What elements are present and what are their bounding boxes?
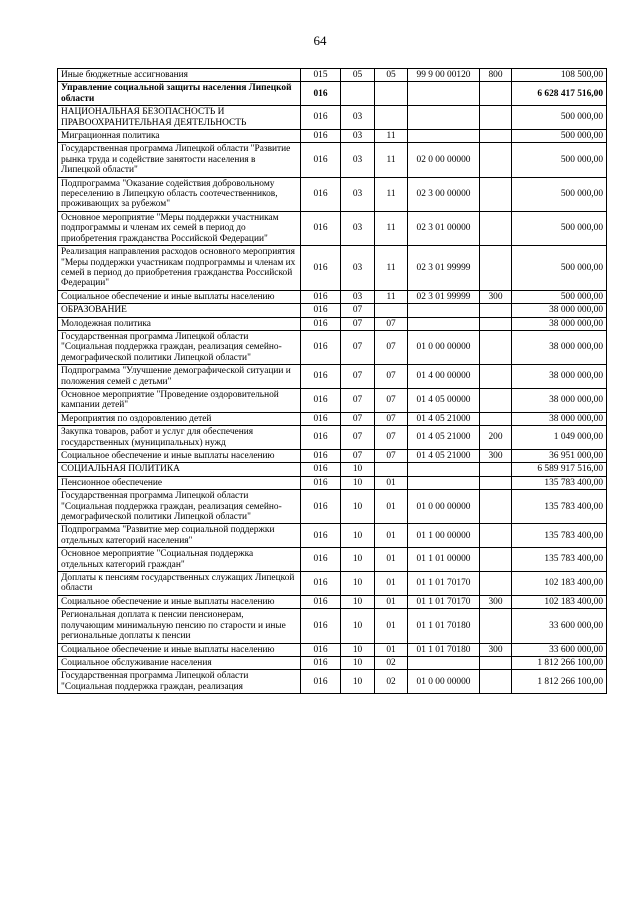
row-expense-type — [480, 463, 512, 476]
row-amount: 500 000,00 — [512, 290, 607, 303]
row-name: Молодежная политика — [58, 317, 301, 330]
row-subsection-code: 07 — [375, 412, 408, 425]
table-row — [58, 365, 607, 389]
table-row — [58, 304, 607, 317]
row-target-article: 01 4 05 21000 — [408, 426, 480, 450]
row-section-code: 07 — [341, 412, 375, 425]
row-subsection-code: 01 — [375, 609, 408, 643]
row-name: Государственная программа Липецкой области "Социальная поддержка граждан, реализация — [58, 670, 301, 694]
row-subsection-code: 07 — [375, 426, 408, 450]
row-ved-code: 016 — [301, 572, 341, 596]
table-row — [58, 82, 607, 106]
row-name: Государственная программа Липецкой области "Социальная поддержка граждан, реализация семейно-демографической политики Липецкой области" — [58, 330, 301, 364]
row-amount: 500 000,00 — [512, 106, 607, 130]
row-section-code: 07 — [341, 330, 375, 364]
row-expense-type: 300 — [480, 595, 512, 608]
row-ved-code: 016 — [301, 670, 341, 694]
row-subsection-code: 11 — [375, 246, 408, 291]
table-row — [58, 595, 607, 608]
row-name: Реализация направления расходов основного мероприятия "Меры поддержки участникам подпрограммы и членам их семей в период до приобретения гражданства Российской Федерации" — [58, 246, 301, 291]
row-subsection-code: 01 — [375, 476, 408, 489]
row-subsection-code: 02 — [375, 656, 408, 669]
table-row — [58, 211, 607, 245]
table-row — [58, 670, 607, 694]
row-subsection-code: 02 — [375, 670, 408, 694]
row-expense-type — [480, 304, 512, 317]
row-expense-type — [480, 388, 512, 412]
row-amount: 108 500,00 — [512, 69, 607, 82]
row-ved-code: 016 — [301, 656, 341, 669]
row-subsection-code: 11 — [375, 143, 408, 177]
row-section-code: 03 — [341, 246, 375, 291]
row-expense-type: 300 — [480, 290, 512, 303]
row-amount: 33 600 000,00 — [512, 609, 607, 643]
row-amount: 1 812 266 100,00 — [512, 656, 607, 669]
row-section-code: 07 — [341, 317, 375, 330]
table-row — [58, 450, 607, 463]
row-section-code: 03 — [341, 130, 375, 143]
row-target-article: 01 0 00 00000 — [408, 490, 480, 524]
row-expense-type: 300 — [480, 450, 512, 463]
row-target-article — [408, 304, 480, 317]
row-amount: 135 783 400,00 — [512, 524, 607, 548]
row-section-code: 03 — [341, 290, 375, 303]
row-name: Социальное обеспечение и иные выплаты населению — [58, 595, 301, 608]
row-section-code: 10 — [341, 572, 375, 596]
row-subsection-code: 01 — [375, 524, 408, 548]
row-ved-code: 016 — [301, 143, 341, 177]
row-expense-type — [480, 106, 512, 130]
row-expense-type — [480, 656, 512, 669]
row-subsection-code: 01 — [375, 572, 408, 596]
row-ved-code: 016 — [301, 524, 341, 548]
row-subsection-code: 01 — [375, 490, 408, 524]
row-target-article — [408, 463, 480, 476]
row-name: Государственная программа Липецкой области "Развитие рынка труда и содействие занятости населения в Липецкой области" — [58, 143, 301, 177]
row-ved-code: 016 — [301, 290, 341, 303]
row-target-article: 02 3 00 00000 — [408, 177, 480, 211]
table-body — [58, 69, 607, 694]
row-amount: 38 000 000,00 — [512, 304, 607, 317]
table-row — [58, 317, 607, 330]
row-subsection-code: 01 — [375, 643, 408, 656]
row-ved-code: 016 — [301, 609, 341, 643]
table-row — [58, 290, 607, 303]
row-subsection-code: 11 — [375, 130, 408, 143]
row-section-code: 10 — [341, 548, 375, 572]
row-amount: 38 000 000,00 — [512, 388, 607, 412]
row-ved-code: 016 — [301, 476, 341, 489]
row-section-code: 07 — [341, 426, 375, 450]
row-target-article — [408, 656, 480, 669]
row-section-code: 10 — [341, 670, 375, 694]
row-ved-code: 016 — [301, 82, 341, 106]
row-section-code: 03 — [341, 177, 375, 211]
row-name: ОБРАЗОВАНИЕ — [58, 304, 301, 317]
row-amount: 38 000 000,00 — [512, 330, 607, 364]
row-expense-type — [480, 609, 512, 643]
row-ved-code: 016 — [301, 106, 341, 130]
row-amount: 36 951 000,00 — [512, 450, 607, 463]
row-target-article: 02 3 01 99999 — [408, 246, 480, 291]
row-amount: 6 589 917 516,00 — [512, 463, 607, 476]
row-expense-type — [480, 524, 512, 548]
row-section-code: 07 — [341, 365, 375, 389]
row-expense-type — [480, 365, 512, 389]
row-name: Основное мероприятие "Меры поддержки участникам подпрограммы и членам их семей в период до приобретения гражданства Российской Федерации" — [58, 211, 301, 245]
row-section-code: 10 — [341, 595, 375, 608]
row-section-code: 03 — [341, 211, 375, 245]
row-section-code: 10 — [341, 463, 375, 476]
row-ved-code: 016 — [301, 548, 341, 572]
row-name: Основное мероприятие "Проведение оздоровительной кампании детей" — [58, 388, 301, 412]
row-target-article: 01 4 05 00000 — [408, 388, 480, 412]
row-target-article: 01 1 01 70180 — [408, 643, 480, 656]
row-target-article — [408, 317, 480, 330]
row-name: Социальное обеспечение и иные выплаты населению — [58, 450, 301, 463]
row-name: Социальное обслуживание населения — [58, 656, 301, 669]
row-section-code: 10 — [341, 656, 375, 669]
row-amount: 500 000,00 — [512, 211, 607, 245]
row-ved-code: 016 — [301, 463, 341, 476]
row-name: Мероприятия по оздоровлению детей — [58, 412, 301, 425]
row-subsection-code: 11 — [375, 177, 408, 211]
row-ved-code: 016 — [301, 246, 341, 291]
row-expense-type — [480, 130, 512, 143]
row-amount: 38 000 000,00 — [512, 412, 607, 425]
row-amount: 1 049 000,00 — [512, 426, 607, 450]
row-expense-type — [480, 548, 512, 572]
table-row — [58, 330, 607, 364]
row-target-article: 01 0 00 00000 — [408, 670, 480, 694]
row-amount: 500 000,00 — [512, 246, 607, 291]
row-subsection-code: 05 — [375, 69, 408, 82]
row-name: Миграционная политика — [58, 130, 301, 143]
row-section-code: 05 — [341, 69, 375, 82]
row-section-code: 10 — [341, 643, 375, 656]
row-target-article: 01 1 01 70180 — [408, 609, 480, 643]
row-section-code: 07 — [341, 304, 375, 317]
row-section-code: 03 — [341, 106, 375, 130]
row-amount: 135 783 400,00 — [512, 490, 607, 524]
row-target-article: 02 3 01 00000 — [408, 211, 480, 245]
table-row — [58, 476, 607, 489]
row-expense-type — [480, 82, 512, 106]
row-target-article — [408, 106, 480, 130]
row-name: Доплаты к пенсиям государственных служащих Липецкой области — [58, 572, 301, 596]
row-amount: 38 000 000,00 — [512, 317, 607, 330]
row-amount: 500 000,00 — [512, 130, 607, 143]
table-row — [58, 490, 607, 524]
row-subsection-code — [375, 82, 408, 106]
row-ved-code: 016 — [301, 595, 341, 608]
row-name: Подпрограмма "Улучшение демографической ситуации и положения семей с детьми" — [58, 365, 301, 389]
row-name: Пенсионное обеспечение — [58, 476, 301, 489]
row-name: Социальное обеспечение и иные выплаты населению — [58, 643, 301, 656]
row-name: Государственная программа Липецкой области "Социальная поддержка граждан, реализация семейно-демографической политики Липецкой области" — [58, 490, 301, 524]
row-target-article: 01 4 05 21000 — [408, 450, 480, 463]
row-subsection-code: 07 — [375, 317, 408, 330]
row-name: Управление социальной защиты населения Липецкой области — [58, 82, 301, 106]
row-section-code: 10 — [341, 609, 375, 643]
row-ved-code: 016 — [301, 412, 341, 425]
row-section-code: 10 — [341, 524, 375, 548]
page-number: 64 — [313, 33, 327, 48]
row-ved-code: 016 — [301, 304, 341, 317]
table-row — [58, 246, 607, 291]
row-expense-type: 800 — [480, 69, 512, 82]
row-section-code — [341, 82, 375, 106]
row-name: Подпрограмма "Оказание содействия добровольному переселению в Липецкую область соотечественников, проживающих за рубежом" — [58, 177, 301, 211]
row-target-article — [408, 82, 480, 106]
row-subsection-code: 07 — [375, 450, 408, 463]
table-row — [58, 69, 607, 82]
row-target-article — [408, 130, 480, 143]
row-amount: 102 183 400,00 — [512, 595, 607, 608]
row-expense-type — [480, 670, 512, 694]
row-target-article: 01 0 00 00000 — [408, 330, 480, 364]
table-row — [58, 426, 607, 450]
row-expense-type — [480, 476, 512, 489]
row-name: Закупка товаров, работ и услуг для обеспечения государственных (муниципальных) нужд — [58, 426, 301, 450]
row-expense-type — [480, 412, 512, 425]
row-amount: 500 000,00 — [512, 177, 607, 211]
row-section-code: 07 — [341, 388, 375, 412]
row-target-article — [408, 476, 480, 489]
row-ved-code: 016 — [301, 450, 341, 463]
row-name: Региональная доплата к пенсии пенсионерам, получающим минимальную пенсию по старости и иные региональные доплаты к пенсии — [58, 609, 301, 643]
budget-table — [57, 68, 607, 694]
row-name: Иные бюджетные ассигнования — [58, 69, 301, 82]
row-target-article: 01 1 01 70170 — [408, 572, 480, 596]
row-ved-code: 016 — [301, 317, 341, 330]
table-row — [58, 130, 607, 143]
row-subsection-code: 01 — [375, 595, 408, 608]
row-expense-type — [480, 246, 512, 291]
row-target-article: 02 3 01 99999 — [408, 290, 480, 303]
row-expense-type — [480, 490, 512, 524]
row-subsection-code — [375, 304, 408, 317]
row-expense-type — [480, 572, 512, 596]
row-target-article: 02 0 00 00000 — [408, 143, 480, 177]
row-ved-code: 016 — [301, 130, 341, 143]
row-amount: 135 783 400,00 — [512, 548, 607, 572]
row-expense-type: 300 — [480, 643, 512, 656]
row-subsection-code: 07 — [375, 365, 408, 389]
row-ved-code: 016 — [301, 490, 341, 524]
table-row — [58, 177, 607, 211]
row-name: Подпрограмма "Развитие мер социальной поддержки отдельных категорий населения" — [58, 524, 301, 548]
table-row — [58, 524, 607, 548]
row-amount: 38 000 000,00 — [512, 365, 607, 389]
table-row — [58, 143, 607, 177]
row-amount: 102 183 400,00 — [512, 572, 607, 596]
row-name: Основное мероприятие "Социальная поддержка отдельных категорий граждан" — [58, 548, 301, 572]
row-subsection-code: 07 — [375, 388, 408, 412]
row-section-code: 10 — [341, 476, 375, 489]
row-ved-code: 016 — [301, 643, 341, 656]
row-ved-code: 016 — [301, 388, 341, 412]
row-ved-code: 016 — [301, 211, 341, 245]
row-expense-type — [480, 177, 512, 211]
row-target-article: 99 9 00 00120 — [408, 69, 480, 82]
row-target-article: 01 1 01 00000 — [408, 548, 480, 572]
row-subsection-code: 11 — [375, 290, 408, 303]
table-row — [58, 572, 607, 596]
table-row — [58, 548, 607, 572]
row-subsection-code: 01 — [375, 548, 408, 572]
table-row — [58, 643, 607, 656]
row-name: НАЦИОНАЛЬНАЯ БЕЗОПАСНОСТЬ И ПРАВООХРАНИТЕЛЬНАЯ ДЕЯТЕЛЬНОСТЬ — [58, 106, 301, 130]
row-amount: 135 783 400,00 — [512, 476, 607, 489]
row-expense-type — [480, 330, 512, 364]
row-ved-code: 016 — [301, 365, 341, 389]
row-subsection-code — [375, 106, 408, 130]
row-expense-type — [480, 143, 512, 177]
row-name: Социальное обеспечение и иные выплаты населению — [58, 290, 301, 303]
row-amount: 33 600 000,00 — [512, 643, 607, 656]
row-ved-code: 016 — [301, 177, 341, 211]
row-target-article: 01 1 01 70170 — [408, 595, 480, 608]
row-amount: 500 000,00 — [512, 143, 607, 177]
table-row — [58, 106, 607, 130]
row-amount: 6 628 417 516,00 — [512, 82, 607, 106]
row-section-code: 03 — [341, 143, 375, 177]
row-subsection-code: 11 — [375, 211, 408, 245]
table-row — [58, 609, 607, 643]
row-expense-type — [480, 317, 512, 330]
row-ved-code: 015 — [301, 69, 341, 82]
table-row — [58, 388, 607, 412]
row-subsection-code — [375, 463, 408, 476]
row-subsection-code: 07 — [375, 330, 408, 364]
row-expense-type: 200 — [480, 426, 512, 450]
row-target-article: 01 4 05 21000 — [408, 412, 480, 425]
row-amount: 1 812 266 100,00 — [512, 670, 607, 694]
row-name: СОЦИАЛЬНАЯ ПОЛИТИКА — [58, 463, 301, 476]
row-ved-code: 016 — [301, 426, 341, 450]
table-row — [58, 463, 607, 476]
row-target-article: 01 1 00 00000 — [408, 524, 480, 548]
table-row — [58, 656, 607, 669]
table-row — [58, 412, 607, 425]
row-section-code: 07 — [341, 450, 375, 463]
row-expense-type — [480, 211, 512, 245]
row-section-code: 10 — [341, 490, 375, 524]
row-target-article: 01 4 00 00000 — [408, 365, 480, 389]
row-ved-code: 016 — [301, 330, 341, 364]
